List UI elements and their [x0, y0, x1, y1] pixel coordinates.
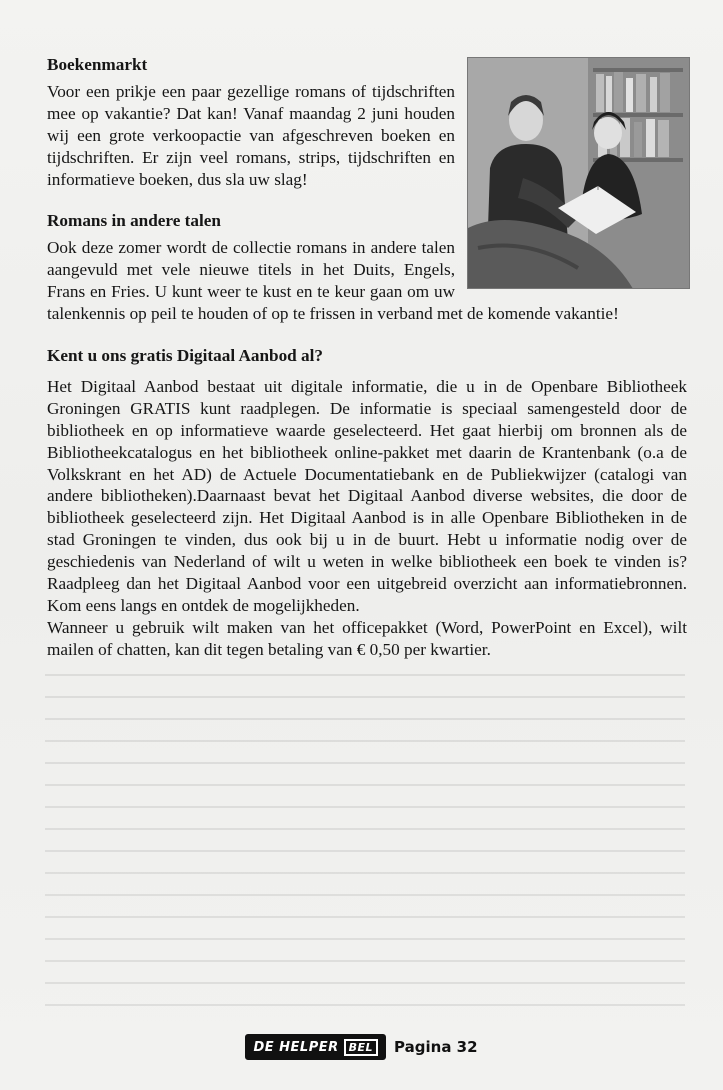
section-body: Ook deze zomer wordt de collectie romans in andere talen aangevuld met vele nieuwe titels in het Duits, Engels, Frans en Fries. U kunt weer te kust en te keur gaan om uw talenkennis op peil te houden of op te frissen in verband met de komende vakantie!: [47, 238, 619, 324]
photo-reading-icon: [468, 58, 689, 288]
page-footer: [0, 1029, 723, 1065]
logo-badge: BEL: [344, 1039, 378, 1056]
bleed-through-texture: [45, 660, 685, 1020]
helper-bel-logo: [245, 1034, 386, 1060]
page-number: Pagina 32: [394, 1038, 478, 1056]
section-digitaal-aanbod: [47, 345, 687, 661]
section-heading: Kent u ons gratis Digitaal Aanbod al?: [47, 345, 323, 365]
section-paragraph: Het Digitaal Aanbod bestaat uit digitale informatie, die u in de Openbare Bibliotheek Groningen GRATIS kunt raadplegen. De informatie is speciaal samengesteld door de bibliotheek en op informatieve waarde geselecteerd. Het gaat hierbij om bronnen als de Bibliotheekcatalogus en het bibliotheek online-pakket met daarin de Krantenbank (o.a de Volkskrant en het AD) de Actuele Documentatiebank en de Publiekwijzer (catalogi van andere bibliotheken).Daarnaast bevat het Digitaal Aanbod diverse websites, die door de bibliotheek geselecteerd zijn. Het Digitaal Aanbod is in alle Openbare Bibliotheken in de stad Groningen te vinden, dus ook bij u in de buurt. Hebt u informatie nodig over de geschiedenis van Nederland of wilt u weten in welke bibliotheek een boek te vinden is? Raadpleeg dan het Digitaal Aanbod voor een uitgebreid overzicht aan informatiebronnen. Kom eens langs en ontdek de mogelijkheden.: [47, 376, 687, 615]
section-heading: Romans in andere talen: [47, 211, 221, 231]
section-body: Voor een prikje een paar gezellige romans of tijdschriften mee op vakantie? Dat kan! Vanaf maandag 2 juni houden wij een grote verkoopactie van afgeschreven boeken en tijdschriften. Er zijn veel romans, strips, tijdschriften en informatieve boeken, dus sla uw slag!: [47, 81, 455, 189]
section-heading: Boekenmarkt: [47, 55, 148, 74]
article: [47, 54, 687, 661]
photo-reading-image: [467, 57, 690, 289]
section-paragraph: Wanneer u gebruik wilt maken van het officepakket (Word, PowerPoint en Excel), wilt mailen of chatten, kan dit tegen betaling van € 0,50 per kwartier.: [47, 617, 687, 659]
logo-text: DE HELPER: [253, 1039, 339, 1055]
